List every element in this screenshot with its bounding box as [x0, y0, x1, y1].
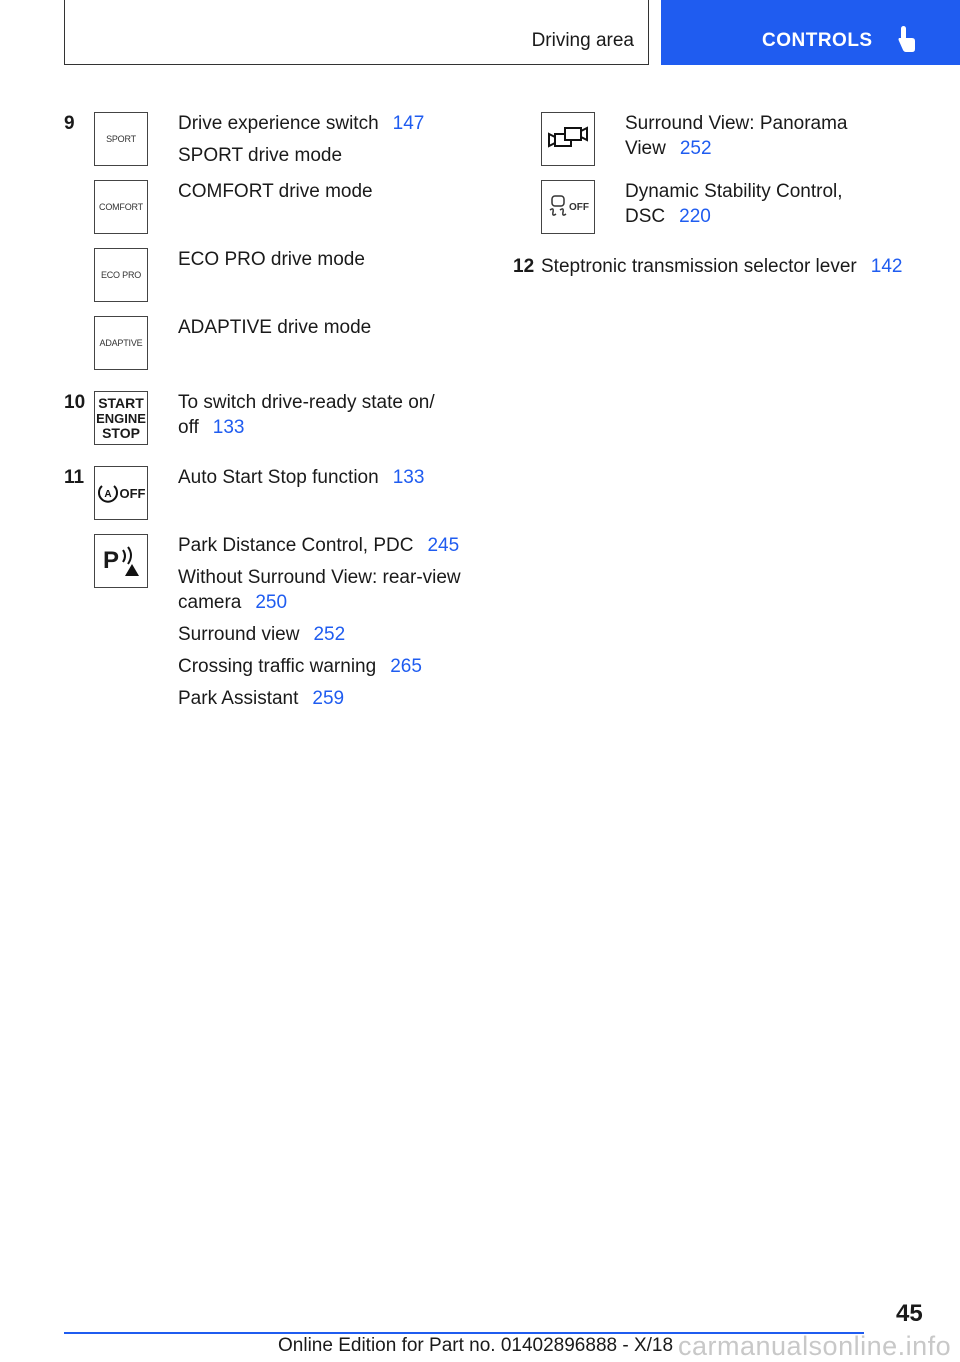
park-assistant-label: Park Assistant	[178, 688, 299, 709]
page-ref-link[interactable]: 133	[392, 467, 425, 488]
page-ref-link[interactable]: 252	[313, 624, 346, 645]
watermark: carmanualsonline.info	[678, 1331, 952, 1361]
start-stop-button-icon	[94, 391, 148, 445]
auto-start-stop-label: Auto Start Stop function	[178, 467, 379, 488]
comfort-button-icon	[94, 180, 148, 234]
start-icon-line: START	[98, 394, 144, 411]
drive-ready-label-line2: off	[178, 417, 199, 438]
edition-note: Online Edition for Part no. 01402896888 - X/18	[278, 1335, 674, 1356]
adaptive-icon-label: ADAPTIVE	[99, 338, 143, 348]
sport-icon-label: SPORT	[106, 134, 136, 144]
dsc-off-button-icon	[541, 180, 595, 234]
item-number-9: 9	[64, 113, 75, 134]
item-number-10: 10	[64, 392, 86, 413]
crossing-traffic-warning-entry	[178, 654, 422, 679]
page-ref-link[interactable]: 220	[679, 206, 711, 227]
panorama-view-entry	[625, 136, 712, 161]
drive-experience-switch-label: Drive experience switch	[178, 113, 379, 134]
pdc-icon-letter: P	[102, 547, 119, 574]
surround-view-label: Surround view	[178, 624, 300, 645]
engine-icon-line: ENGINE	[96, 410, 146, 426]
auto-start-stop-entry	[178, 465, 424, 490]
panorama-view-label-line1: Surround View: Panorama	[625, 113, 848, 134]
skidding-car-icon	[547, 195, 569, 219]
auto-start-stop-icon-label: OFF	[119, 485, 146, 501]
steptronic-label: Steptronic transmission selector lever	[541, 256, 857, 277]
eco-pro-button-icon	[94, 248, 148, 302]
dsc-label-line1: Dynamic Stability Control,	[625, 181, 843, 202]
pointing-hand-icon	[897, 26, 917, 57]
rear-view-camera-label-line1: Without Surround View: rear-view	[178, 567, 461, 588]
drive-experience-switch-entry	[178, 111, 424, 136]
header-chapter-tab[interactable]	[661, 0, 960, 65]
drive-ready-entry	[178, 415, 244, 440]
page-ref-link[interactable]: 133	[212, 417, 245, 438]
crossing-traffic-warning-label: Crossing traffic warning	[178, 656, 377, 677]
page-number: 45	[896, 1300, 923, 1327]
stop-icon-line: STOP	[102, 424, 140, 441]
rear-view-camera-entry	[178, 590, 287, 615]
auto-start-stop-icon	[94, 466, 148, 520]
drive-ready-label-line1: To switch drive-ready state on/	[178, 392, 435, 413]
sport-mode-label: SPORT drive mode	[178, 145, 343, 166]
item-number-11: 11	[64, 467, 85, 488]
page-ref-link[interactable]: 259	[312, 688, 345, 709]
comfort-icon-label: COMFORT	[99, 202, 143, 212]
adaptive-mode-label: ADAPTIVE drive mode	[178, 317, 372, 338]
sound-waves-icon	[121, 544, 139, 578]
svg-text:A: A	[103, 489, 112, 500]
panorama-camera-icon	[546, 124, 590, 154]
rear-view-camera-label-line2: camera	[178, 592, 242, 613]
adaptive-button-icon	[94, 316, 148, 370]
pdc-label: Park Distance Control, PDC	[178, 535, 414, 556]
panorama-view-label-line2: View	[625, 138, 666, 159]
comfort-mode-label: COMFORT drive mode	[178, 181, 373, 202]
chapter-title: CONTROLS	[762, 30, 873, 51]
page-ref-link[interactable]: 142	[870, 256, 903, 277]
auto-start-stop-symbol-icon	[97, 482, 119, 504]
park-assistant-entry	[178, 686, 344, 711]
page-ref-link[interactable]: 252	[679, 138, 712, 159]
park-distance-control-icon	[94, 534, 148, 588]
page-ref-link[interactable]: 250	[255, 592, 288, 613]
page-ref-link[interactable]: 147	[392, 113, 425, 134]
dsc-off-icon-label: OFF	[569, 201, 589, 213]
steptronic-entry	[541, 254, 902, 279]
sport-button-icon	[94, 112, 148, 166]
header-section-box	[64, 0, 649, 65]
item-number-12: 12	[513, 256, 535, 277]
dsc-entry	[625, 204, 711, 229]
panorama-view-icon	[541, 112, 595, 166]
pdc-entry	[178, 533, 459, 558]
section-title: Driving area	[531, 30, 634, 51]
surround-view-entry	[178, 622, 345, 647]
page-ref-link[interactable]: 245	[427, 535, 460, 556]
eco-pro-icon-label: ECO PRO	[100, 270, 142, 280]
page-ref-link[interactable]: 265	[390, 656, 422, 677]
eco-pro-mode-label: ECO PRO drive mode	[178, 249, 365, 270]
dsc-label-line2: DSC	[625, 206, 666, 227]
